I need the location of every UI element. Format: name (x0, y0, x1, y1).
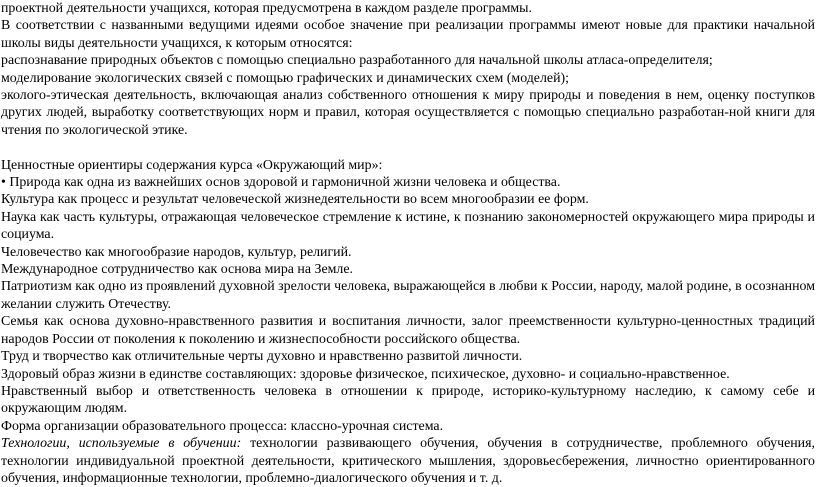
paragraph-spacer (1, 139, 815, 156)
technologies-lead: Технологии, используемые в обучении: (1, 436, 242, 452)
paragraph-technologies (1, 435, 815, 487)
list-item-eco-ethics: эколого-этическая деятельность, включающая анализ собственного отношения к миру природы и поведения в нем, оценку поступков других людей, выработку соответствующих норм и правил, которая осуществляется с помощью специально разработан-ной книги для чтения по экологической этике. (1, 88, 815, 138)
values-heading: Ценностные ориентиры содержания курса «Окружающий мир»: (1, 157, 383, 173)
list-item-modeling: моделирование экологических связей с помощью графических и динамических схем (моделей); (1, 70, 569, 86)
paragraph-activity-types-intro: В соответствии с названными ведущими идеями особое значение при реализации программы имеют новые для практики начальной школы виды деятельности учащихся, к которым относятся: (1, 18, 815, 51)
value-item-science: Наука как часть культуры, отражающая человеческое стремление к истине, к познанию закономерностей окружающего мира природы и социума. (1, 209, 815, 243)
value-item-health: Здоровый образ жизни в единстве составляющих: здоровье физическое, психическое, духовно- и социально-нравственное. (1, 366, 730, 382)
list-item-recognition: распознавание природных объектов с помощью специально разработанного для начальной школы атласа-определителя; (1, 53, 713, 69)
paragraph-project-activity: проектной деятельности учащихся, которая предусмотрена в каждом разделе программы. (1, 1, 532, 16)
value-item-family: Семья как основа духовно-нравственного развития и воспитания личности, залог преемственности культурно-ценностных традиций народов России от поколения к поколению и жизнеспособности российского общества. (1, 314, 815, 347)
paragraph-education-form: Форма организации образовательного процесса: классно-урочная система. (1, 418, 444, 434)
value-item-cooperation: Международное сотрудничество как основа мира на Земле. (1, 262, 353, 278)
value-item-labor: Труд и творчество как отличительные черты духовно и нравственно развитой личности. (1, 349, 523, 365)
value-item-nature: • Природа как одна из важнейших основ здоровой и гармоничной жизни человека и общества. (1, 175, 561, 191)
technologies-text: технологии развивающего обучения, обучения в сотрудничестве, проблемного обучения, технологии индивидуальной проектной деятельности, критического мышления, здоровьесбережения, личностно ориентированного обучения, информационные технологии, проблемно-диалогического обучения и т. д. (1, 436, 815, 486)
value-item-humanity: Человечество как многообразие народов, культур, религий. (1, 244, 352, 260)
value-item-culture: Культура как процесс и результат человеческой жизнедеятельности во всем многообразии ее форм. (1, 192, 589, 208)
value-item-moral-choice: Нравственный выбор и ответственность человека в отношении к природе, историко-культурному наследию, к самому себе и окружающим людям. (1, 383, 815, 417)
value-item-patriotism: Патриотизм как одно из проявлений духовной зрелости человека, выражающейся в любви к России, народу, малой родине, в осознанном желании служить Отечеству. (1, 279, 815, 312)
